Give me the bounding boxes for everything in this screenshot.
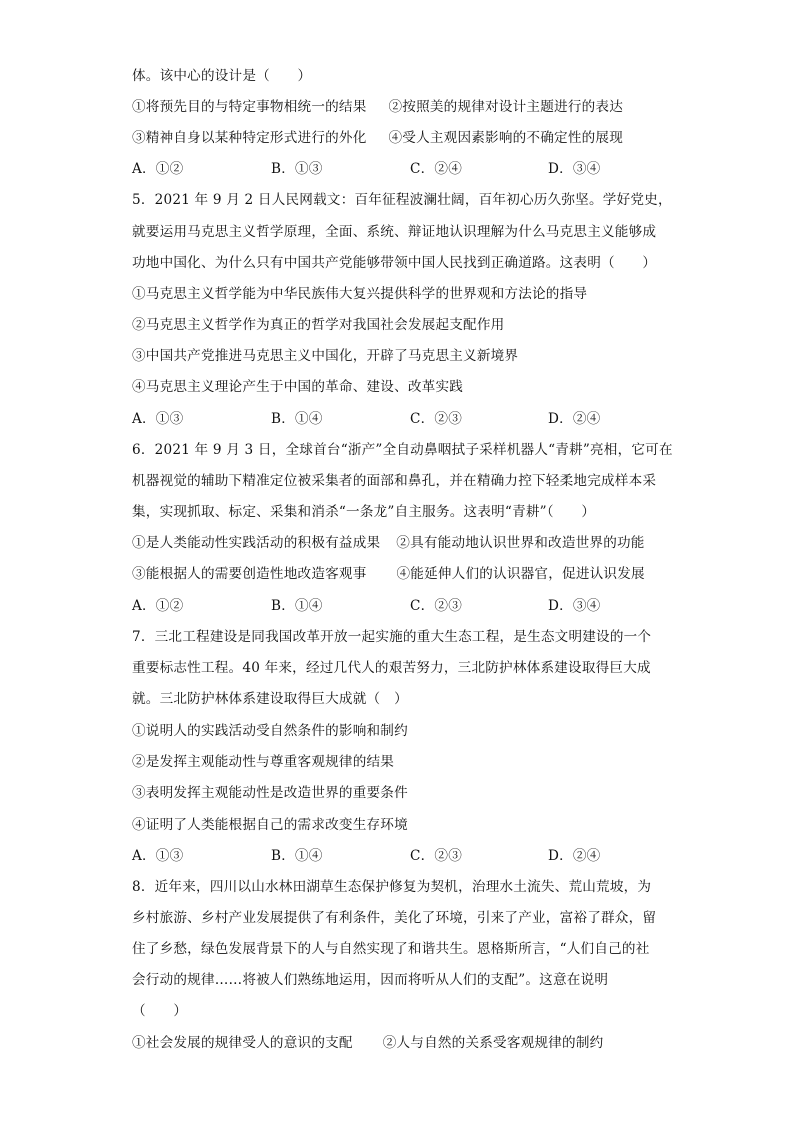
q5-option-c: C．②③	[410, 411, 462, 427]
q4-choice-2: ②按照美的规律对设计主题进行的表达	[388, 99, 623, 115]
q7-option-a: A．①③	[132, 848, 184, 864]
q8-stem-line-3: 住了乡愁，绿色发展背景下的人与自然实现了和谐共生。恩格斯所言，“人们自己的社	[132, 941, 650, 957]
q5-option-d: D．②④	[548, 411, 601, 427]
q6-option-d: D．③④	[548, 598, 601, 614]
q7-item-3: ③表明发挥主观能动性是改造世界的重要条件	[132, 785, 408, 801]
q4-option-c: C．②④	[410, 161, 462, 177]
q7-item-4: ④证明了人类能根据自己的需求改变生存环境	[132, 817, 408, 833]
q8-stem-line-2: 乡村旅游、乡村产业发展提供了有利条件，美化了环境，引来了产业，富裕了群众，留	[132, 910, 657, 926]
q6-choice-row-1	[132, 533, 645, 553]
q8-stem-line-4: 会行动的规律……将被人们熟练地运用，因而将听从人们的支配”。这意在说明	[132, 972, 609, 988]
q4-choice-row-1	[132, 97, 623, 117]
q7-stem-line-1: 7．三北工程建设是同我国改革开放一起实施的重大生态工程，是生态文明建设的一个	[132, 629, 652, 645]
q4-choice-3: ③精神自身以某种特定形式进行的外化	[132, 130, 367, 146]
q7-item-1: ①说明人的实践活动受自然条件的影响和制约	[132, 723, 408, 739]
q8-stem-line-1: 8．近年来，四川以山水林田湖草生态保护修复为契机，治理水土流失、荒山荒坡，为	[132, 879, 652, 895]
q6-option-b: B．①④	[271, 598, 323, 614]
q4-option-b: B．①③	[271, 161, 323, 177]
q4-option-d: D．③④	[548, 161, 601, 177]
q7-options	[132, 846, 652, 866]
q5-stem-line-1: 5．2021 年 9 月 2 日人民网载文：百年征程波澜壮阔，百年初心历久弥坚。学好党史，	[132, 192, 672, 208]
q4-stem-tail: 体。该中心的设计是（ ）	[132, 68, 312, 84]
q5-options	[132, 409, 652, 429]
q6-choice-3: ③能根据人的需要创造性地改造客观事	[132, 566, 367, 582]
q4-options	[132, 159, 652, 179]
q8-stem-line-5: （ ）	[132, 1003, 188, 1019]
q6-option-a: A．①②	[132, 598, 184, 614]
q6-choice-row-2	[132, 564, 645, 584]
q7-option-d: D．②④	[548, 848, 601, 864]
q6-option-c: C．②③	[410, 598, 462, 614]
q5-stem-line-2: 就要运用马克思主义哲学原理，全面、系统、辩证地认识理解为什么马克思主义能够成	[132, 224, 657, 240]
q6-options	[132, 596, 652, 616]
q7-option-c: C．②③	[410, 848, 462, 864]
q7-stem-line-3: 就。三北防护林体系建设取得巨大成就（ ）	[132, 691, 408, 707]
q5-item-1: ①马克思主义哲学能为中华民族伟大复兴提供科学的世界观和方法论的指导	[132, 286, 588, 302]
q6-stem-line-2: 机器视觉的辅助下精准定位被采集者的面部和鼻孔，并在精确力控下轻柔地完成样本采	[132, 473, 657, 489]
q6-choice-1: ①是人类能动性实践活动的积极有益成果	[132, 535, 381, 551]
q7-option-b: B．①④	[271, 848, 323, 864]
q4-choice-row-2	[132, 128, 623, 148]
q8-choice-1: ①社会发展的规律受人的意识的支配	[132, 1035, 353, 1051]
q4-choice-4: ④受人主观因素影响的不确定性的展现	[388, 130, 623, 146]
q4-option-a: A．①②	[132, 161, 184, 177]
q7-item-2: ②是发挥主观能动性与尊重客观规律的结果	[132, 754, 395, 770]
q6-choice-2: ②具有能动地认识世界和改造世界的功能	[396, 535, 645, 551]
q8-choice-2: ②人与自然的关系受客观规律的制约	[382, 1035, 604, 1051]
q5-item-3: ③中国共产党推进马克思主义中国化，开辟了马克思主义新境界	[132, 348, 519, 364]
q5-option-b: B．①④	[271, 411, 323, 427]
q6-stem-line-3: 集，实现抓取、标定、采集和消杀“一条龙”自主服务。这表明“青耕”（ ）	[132, 504, 596, 520]
q4-choice-1: ①将预先目的与特定事物相统一的结果	[132, 99, 367, 115]
q5-option-a: A．①③	[132, 411, 184, 427]
q6-stem-line-1: 6．2021 年 9 月 3 日，全球首台“浙产”全自动鼻咽拭子采样机器人“青耕”亮相，它可在	[132, 442, 673, 458]
q8-choice-row-1	[132, 1033, 603, 1053]
q5-stem-line-3: 功地中国化、为什么只有中国共产党能够带领中国人民找到正确道路。这表明（ ）	[132, 255, 657, 271]
q5-item-2: ②马克思主义哲学作为真正的哲学对我国社会发展起支配作用	[132, 317, 505, 333]
q7-stem-line-2: 重要标志性工程。40 年来，经过几代人的艰苦努力，三北防护林体系建设取得巨大成	[132, 660, 651, 676]
q5-item-4: ④马克思主义理论产生于中国的革命、建设、改革实践	[132, 379, 464, 395]
q6-choice-4: ④能延伸人们的认识器官，促进认识发展	[396, 566, 645, 582]
